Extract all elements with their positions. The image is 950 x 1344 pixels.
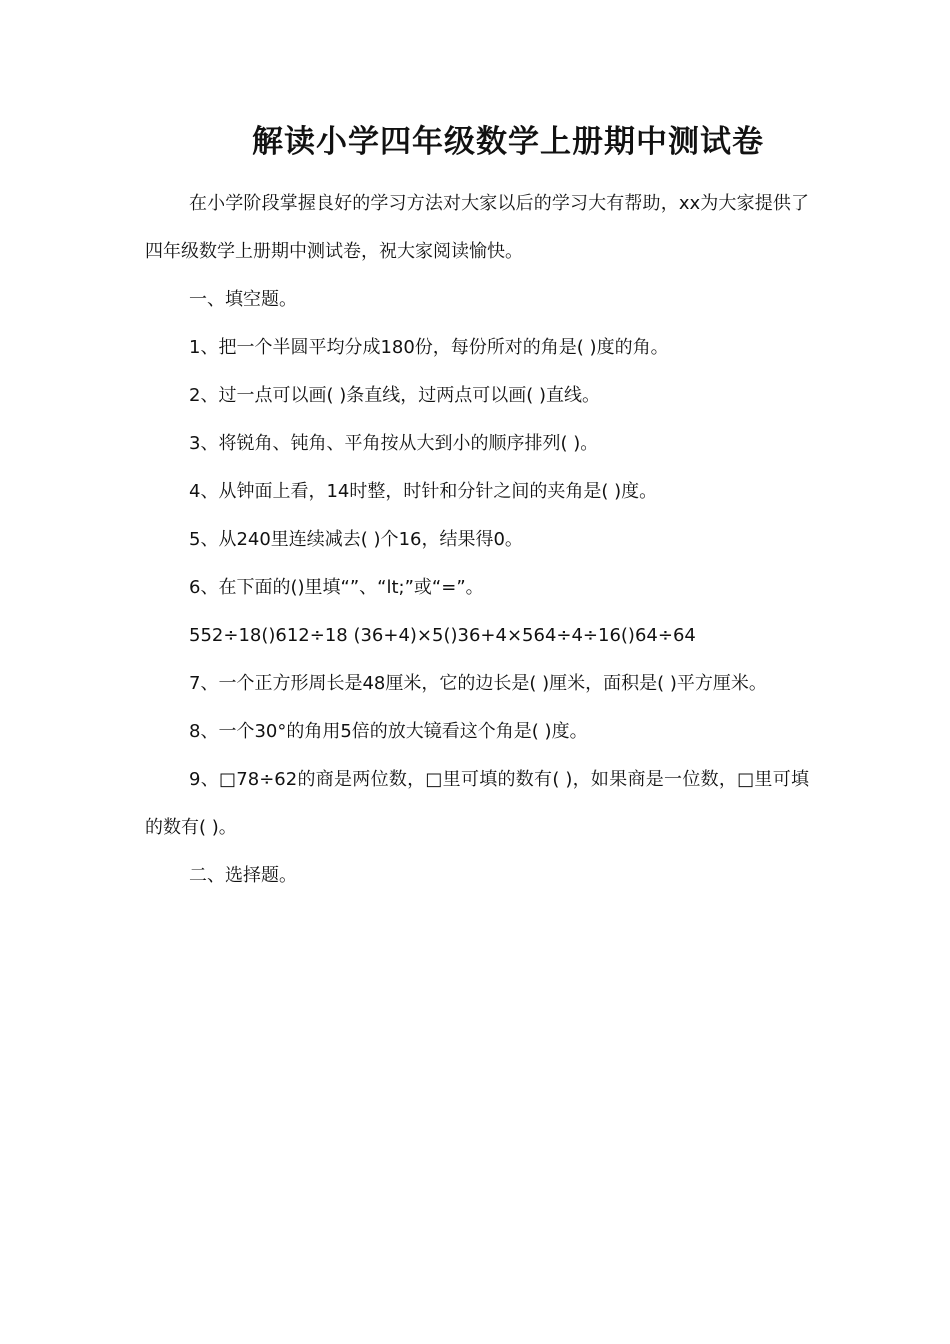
question-3: 3、将锐角、钝角、平角按从大到小的顺序排列( )。 <box>189 433 599 454</box>
question-2: 2、过一点可以画( )条直线，过两点可以画( )直线。 <box>189 385 600 406</box>
document-body <box>145 180 809 900</box>
question-6-expressions: 552÷18()612÷18 (36+4)×5()36+4×564÷4÷16()64÷64 <box>189 625 696 646</box>
section-heading-fill-in: 一、填空题。 <box>189 289 297 310</box>
question-1: 1、把一个半圆平均分成180份，每份所对的角是( )度的角。 <box>189 337 669 358</box>
question-6: 6、在下面的()里填“”、“lt;”或“=”。 <box>189 577 484 598</box>
question-8: 8、一个30°的角用5倍的放大镜看这个角是( )度。 <box>189 721 588 742</box>
question-4: 4、从钟面上看，14时整，时针和分针之间的夹角是( )度。 <box>189 481 658 502</box>
question-5: 5、从240里连续减去( )个16，结果得0。 <box>189 529 523 550</box>
question-7: 7、一个正方形周长是48厘米，它的边长是( )厘米，面积是( )平方厘米。 <box>189 673 767 694</box>
section-heading-choice: 二、选择题。 <box>189 865 297 886</box>
document-title: 解读小学四年级数学上册期中测试卷 <box>252 124 764 160</box>
question-9: 9、□78÷62的商是两位数，□里可填的数有( )，如果商是一位数，□里可填的数有( )。 <box>145 769 809 838</box>
intro-paragraph: 在小学阶段掌握良好的学习方法对大家以后的学习大有帮助，xx为大家提供了四年级数学上册期中测试卷，祝大家阅读愉快。 <box>145 193 809 262</box>
